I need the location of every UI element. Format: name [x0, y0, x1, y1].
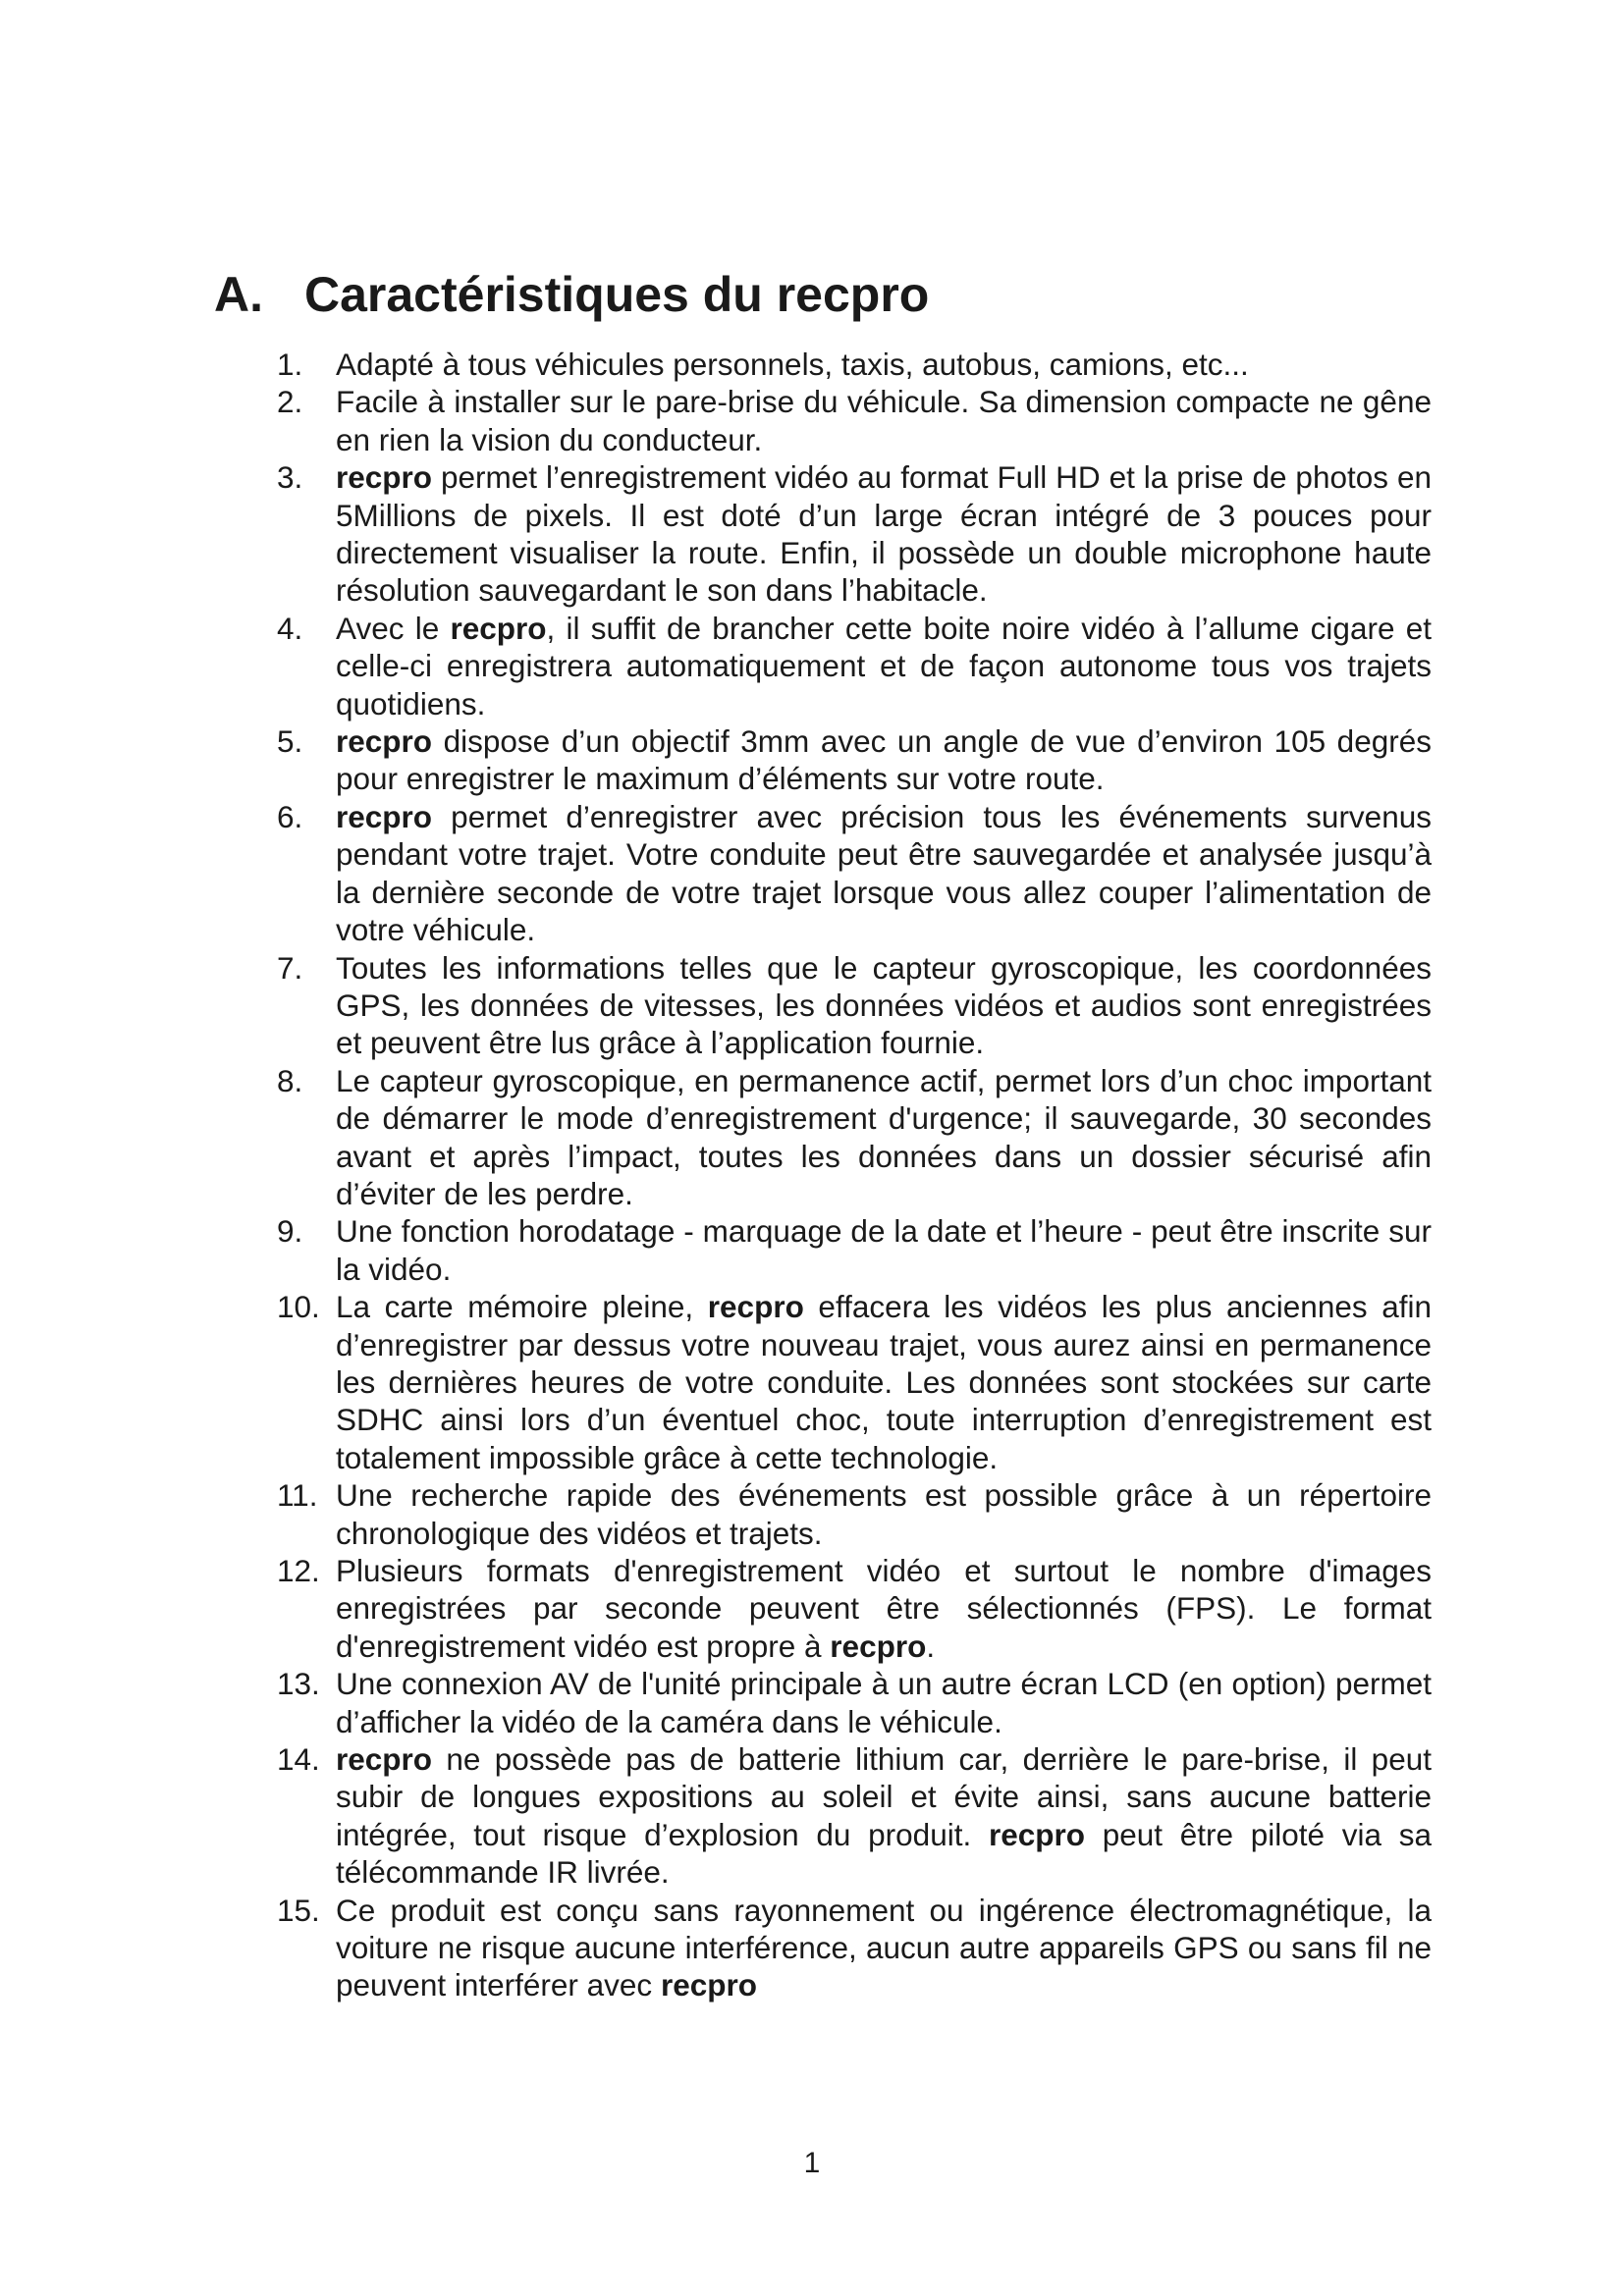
feature-item [277, 949, 1432, 1062]
feature-number: 15. [277, 1892, 320, 1928]
feature-text [336, 1212, 1432, 1288]
feature-item [277, 1476, 1432, 1552]
brand-name: recpro [336, 723, 433, 760]
section-heading [214, 263, 929, 326]
feature-item [277, 1288, 1432, 1476]
brand-name: recpro [336, 798, 433, 834]
feature-text-segment: ne possède pas de batterie lithium car, derrière le pare-brise, il peut subir de longues expositions au soleil et évite ainsi, sans aucune batterie intégrée, tout risque d’explosion du produit. [336, 1741, 1432, 1852]
feature-item [277, 1892, 1432, 2004]
feature-text-segment: Une fonction horodatage - marquage de la date et l’heure - peut être inscrite sur la vidéo. [336, 1213, 1432, 1287]
feature-text [336, 949, 1432, 1062]
feature-text-segment: Plusieurs formats d'enregistrement vidéo et surtout le nombre d'images enregistrées par seconde peuvent être sélectionnés (FPS). Le format d'enregistrement vidéo est propre à [336, 1553, 1432, 1664]
feature-text [336, 1062, 1432, 1213]
feature-text-segment: permet l’enregistrement vidéo au format Full HD et la prise de photos en 5Millions de pixels. Il est doté d’un large écran intégré de 3 pouces pour directement visualiser la route. Enfin, il possède un double microphone haute résolution sauvegardant le son dans l’habitacle. [336, 459, 1432, 609]
feature-item [277, 1212, 1432, 1288]
feature-item [277, 458, 1432, 610]
feature-text [336, 722, 1432, 798]
feature-item [277, 1665, 1432, 1740]
feature-item [277, 1062, 1432, 1213]
feature-text [336, 1288, 1432, 1476]
feature-text-segment: . [926, 1628, 936, 1664]
brand-name: recpro [660, 1967, 757, 2003]
feature-number: 9. [277, 1213, 303, 1250]
feature-text [336, 346, 1432, 383]
feature-number: 12. [277, 1553, 320, 1588]
feature-text [336, 1740, 1432, 1892]
feature-number: 5. [277, 723, 303, 760]
brand-name: recpro [988, 1816, 1085, 1852]
feature-text [336, 610, 1432, 722]
brand-name: recpro [830, 1628, 927, 1664]
feature-number: 4. [277, 610, 303, 646]
feature-number: 6. [277, 798, 303, 834]
feature-text [336, 1665, 1432, 1740]
feature-text-segment: La carte mémoire pleine, [336, 1289, 708, 1325]
features-list [277, 346, 1432, 2004]
feature-item [277, 1552, 1432, 1665]
feature-number: 13. [277, 1666, 320, 1702]
feature-text [336, 458, 1432, 610]
feature-text-segment: Une recherche rapide des événements est possible grâce à un répertoire chronologique des vidéos et trajets. [336, 1477, 1432, 1551]
feature-text-segment: Avec le [336, 610, 451, 646]
feature-number: 2. [277, 384, 303, 420]
feature-number: 7. [277, 949, 303, 986]
section-title: Caractéristiques du recpro [304, 267, 930, 322]
feature-text-segment: Le capteur gyroscopique, en permanence actif, permet lors d’un choc important de démarrer le mode d’enregistrement d'urgence; il sauvegarde, 30 secondes avant et après l’impact, toutes les données dans un dossier sécurisé afin d’éviter de les perdre. [336, 1062, 1432, 1211]
feature-number: 3. [277, 459, 303, 496]
section-letter: A. [214, 267, 263, 322]
feature-text-segment: Adapté à tous véhicules personnels, taxis, autobus, camions, etc... [336, 347, 1249, 382]
feature-number: 8. [277, 1062, 303, 1098]
feature-item [277, 1740, 1432, 1892]
feature-text [336, 1552, 1432, 1665]
feature-number: 1. [277, 347, 303, 382]
brand-name: recpro [450, 610, 547, 646]
feature-text [336, 1476, 1432, 1552]
brand-name: recpro [336, 459, 433, 496]
feature-item [277, 346, 1432, 383]
feature-number: 14. [277, 1741, 320, 1778]
feature-text-segment: Ce produit est conçu sans rayonnement ou ingérence électromagnétique, la voiture ne risque aucune interférence, aucun autre appareils GPS ou sans fil ne peuvent interférer avec [336, 1892, 1432, 2003]
feature-text-segment: Facile à installer sur le pare-brise du véhicule. Sa dimension compacte ne gêne en rien la vision du conducteur. [336, 384, 1432, 457]
feature-text-segment: Toutes les informations telles que le capteur gyroscopique, les coordonnées GPS, les données de vitesses, les données vidéos et audios sont enregistrées et peuvent être lus grâce à l’application fournie. [336, 949, 1432, 1061]
feature-item [277, 722, 1432, 798]
feature-item [277, 383, 1432, 458]
feature-text-segment: peut être piloté via sa télécommande IR livrée. [336, 1816, 1432, 1891]
feature-text-segment: permet d’enregistrer avec précision tous les événements survenus pendant votre trajet. Votre conduite peut être sauvegardée et analysée jusqu’à la dernière seconde de votre trajet lorsque vous allez couper l’alimentation de votre véhicule. [336, 798, 1432, 948]
feature-text [336, 1892, 1432, 2004]
feature-text [336, 383, 1432, 458]
brand-name: recpro [336, 1741, 433, 1778]
feature-text-segment: effacera les vidéos les plus anciennes afin d’enregistrer par dessus votre nouveau trajet, vous aurez ainsi en permanence les dernières heures de votre conduite. Les données sont stockées sur carte SDHC ainsi lors d’un éventuel choc, toute interruption d’enregistrement est totalement impossible grâce à cette technologie. [336, 1289, 1432, 1475]
feature-text [336, 798, 1432, 949]
feature-item [277, 610, 1432, 722]
feature-text-segment: dispose d’un objectif 3mm avec un angle de vue d’environ 105 degrés pour enregistrer le maximum d’éléments sur votre route. [336, 723, 1432, 797]
feature-number: 10. [277, 1289, 320, 1325]
brand-name: recpro [707, 1289, 804, 1325]
page-number: 1 [803, 2147, 821, 2179]
feature-text-segment: Une connexion AV de l'unité principale à un autre écran LCD (en option) permet d’afficher la vidéo de la caméra dans le véhicule. [336, 1666, 1432, 1739]
feature-item [277, 798, 1432, 949]
feature-text-segment: , il suffit de brancher cette boite noire vidéo à l’allume cigare et celle-ci enregistrera automatiquement et de façon autonome tous vos trajets quotidiens. [336, 610, 1433, 721]
feature-number: 11. [277, 1477, 318, 1514]
